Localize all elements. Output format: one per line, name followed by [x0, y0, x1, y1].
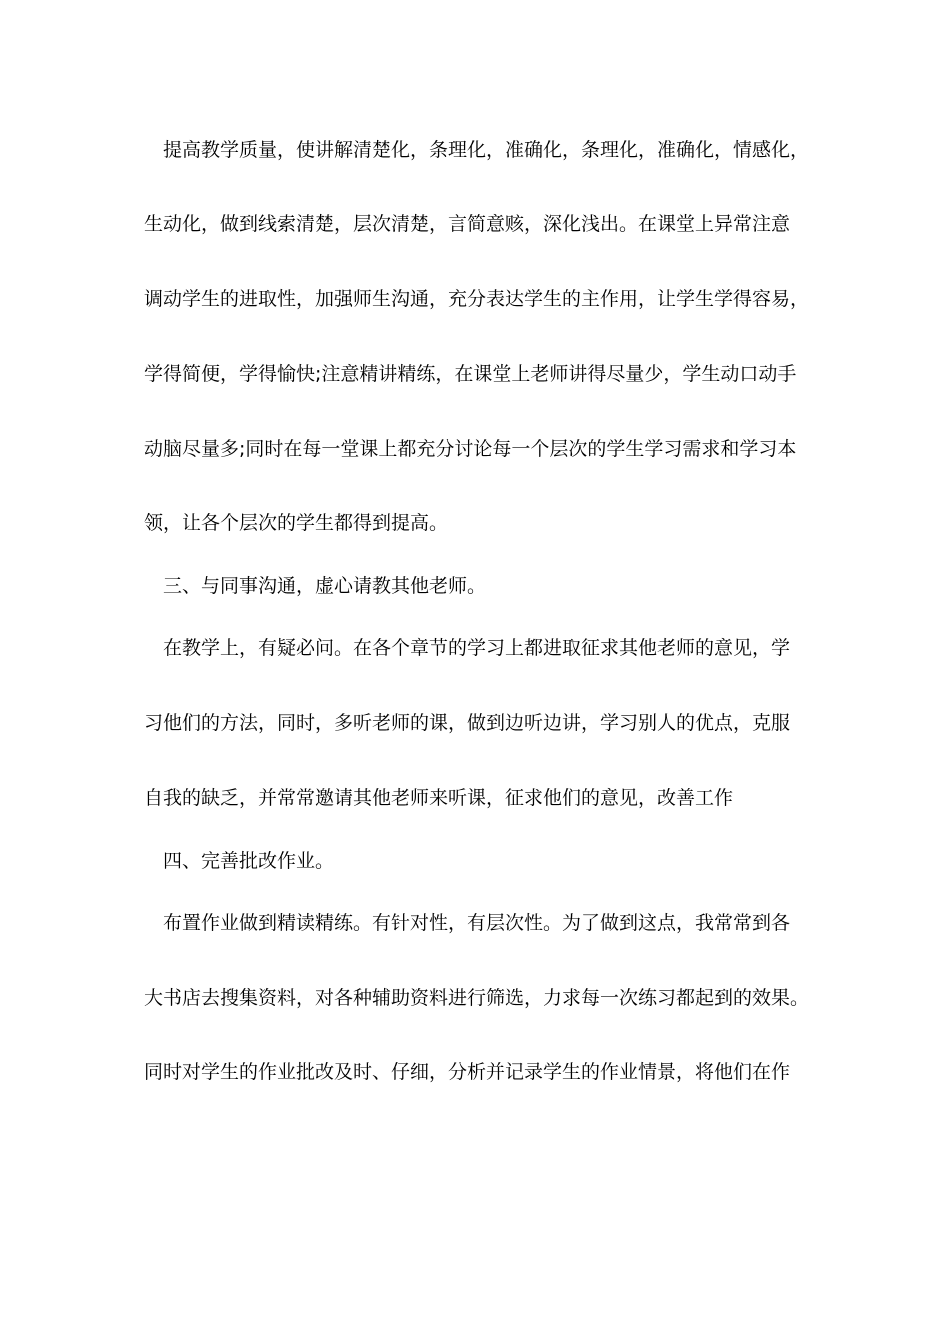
- paragraph-line: 调动学生的进取性，加强师生沟通，充分表达学生的主作用，让学生学得容易，: [144, 288, 810, 310]
- paragraph-line: 同时对学生的作业批改及时、仔细，分析并记录学生的作业情景，将他们在作: [144, 1061, 791, 1083]
- section-heading: 四、完善批改作业。: [163, 850, 335, 872]
- paragraph-line: 学得简便，学得愉快;注意精讲精练，在课堂上老师讲得尽量少，学生动口动手: [144, 363, 797, 385]
- paragraph-line: 在教学上，有疑必问。在各个章节的学习上都进取征求其他老师的意见，学: [163, 637, 791, 659]
- paragraph-line: 自我的缺乏，并常常邀请其他老师来听课，征求他们的意见，改善工作: [144, 787, 734, 809]
- section-heading: 三、与同事沟通，虚心请教其他老师。: [163, 575, 487, 597]
- paragraph-line: 领，让各个层次的学生都得到提高。: [144, 512, 449, 534]
- paragraph-line: 动脑尽量多;同时在每一堂课上都充分讨论每一个层次的学生学习需求和学习本: [144, 438, 797, 460]
- paragraph-line: 生动化，做到线索清楚，层次清楚，言简意赅，深化浅出。在课堂上异常注意: [144, 213, 791, 235]
- paragraph-line: 提高教学质量，使讲解清楚化，条理化，准确化，条理化，准确化，情感化，: [163, 139, 810, 161]
- paragraph-line: 习他们的方法，同时，多听老师的课，做到边听边讲，学习别人的优点，克服: [144, 712, 791, 734]
- paragraph-line: 大书店去搜集资料，对各种辅助资料进行筛选，力求每一次练习都起到的效果。: [144, 987, 810, 1009]
- paragraph-line: 布置作业做到精读精练。有针对性，有层次性。为了做到这点，我常常到各: [163, 912, 791, 934]
